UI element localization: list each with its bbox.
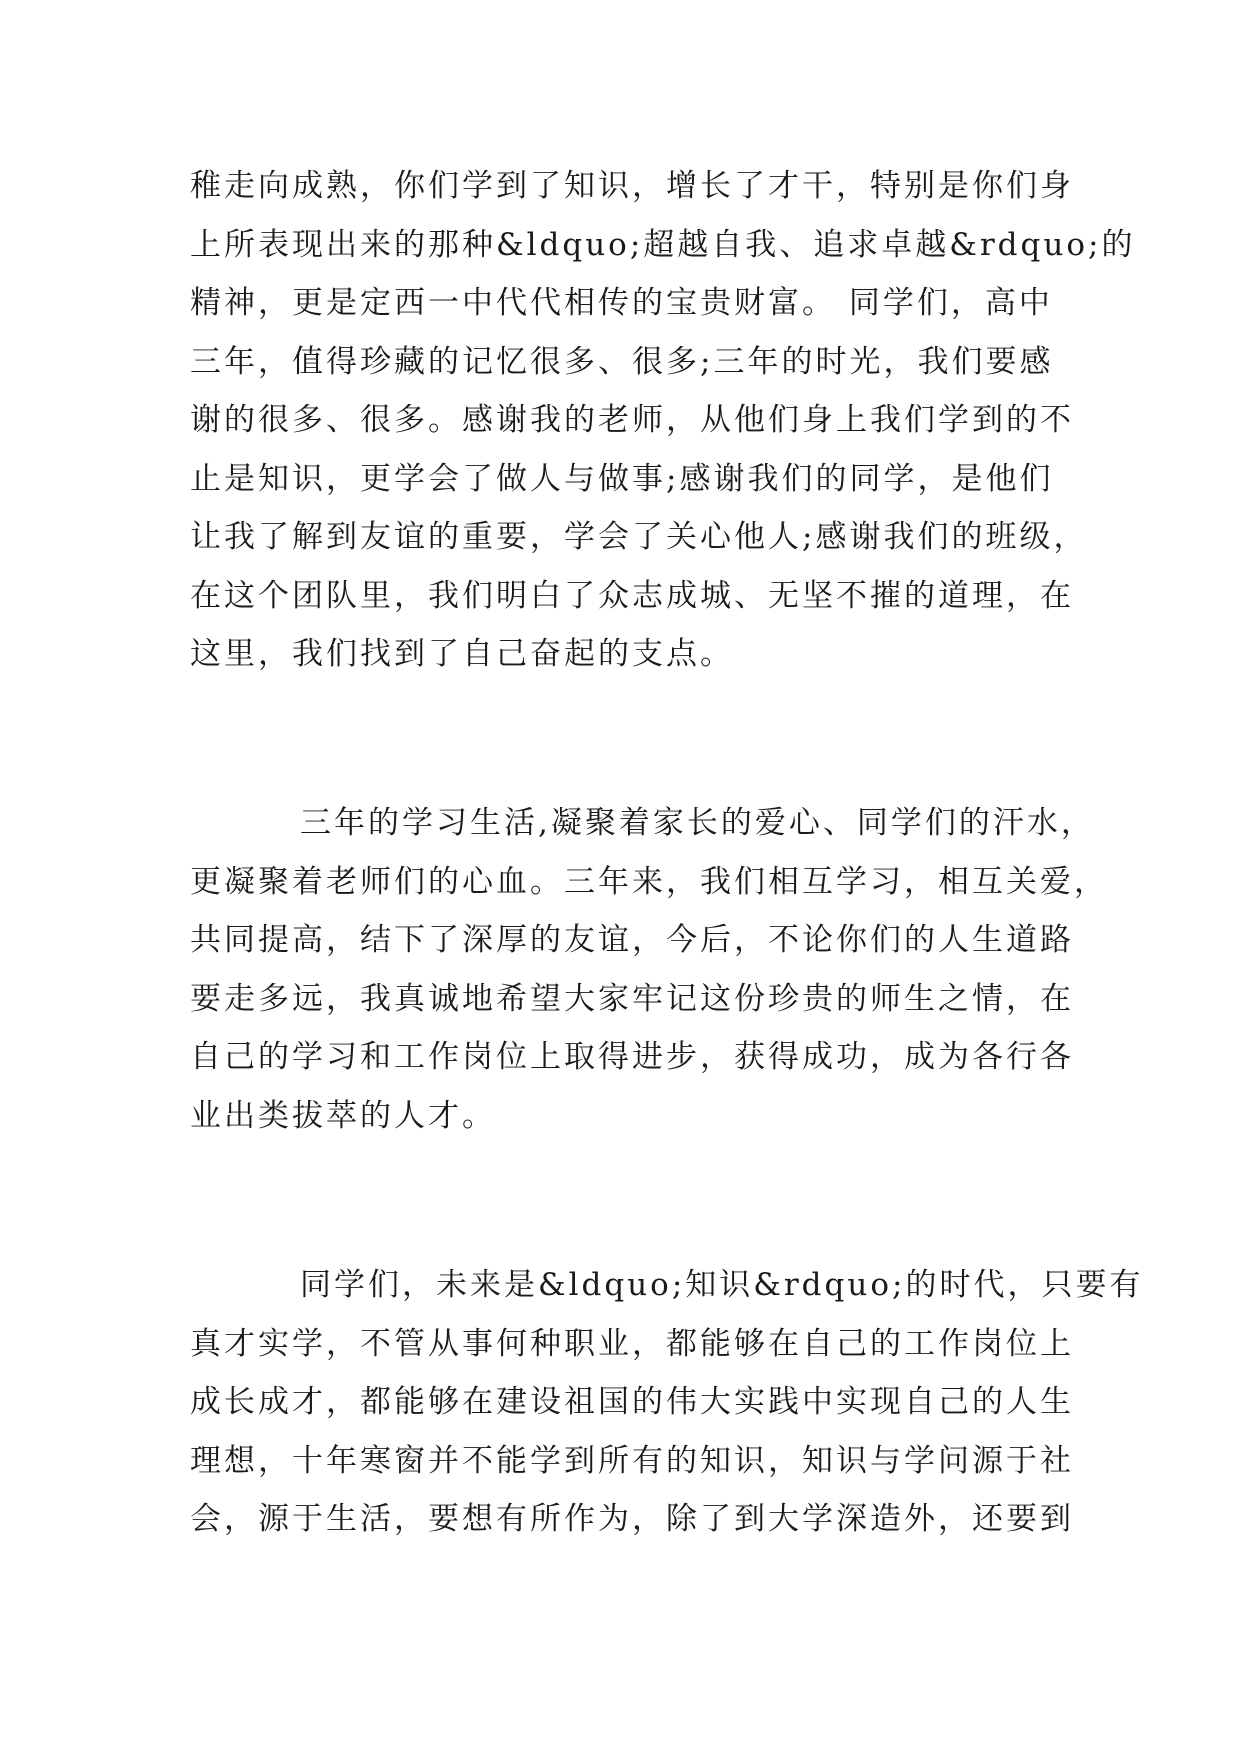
paragraph-line: 精神，更是定西一中代代相传的宝贵财富。 同学们，高中 (190, 285, 1053, 321)
paragraph-line: 让我了解到友谊的重要，学会了关心他人;感谢我们的班级， (190, 519, 1088, 555)
paragraph-line: 三年的学习生活,凝聚着家长的爱心、同学们的汗水， (300, 805, 1095, 841)
paragraph-line: 谢的很多、很多。感谢我的老师，从他们身上我们学到的不 (190, 402, 1074, 438)
paragraph-2 (190, 794, 1108, 1145)
paragraph-line: 成长成才，都能够在建设祖国的伟大实践中实现自己的人生 (190, 1384, 1074, 1420)
paragraph-line: 在这个团队里，我们明白了众志成城、无坚不摧的道理，在 (190, 577, 1074, 614)
paragraph-line: 真才实学，不管从事何种职业，都能够在自己的工作岗位上 (190, 1325, 1074, 1362)
paragraph-line: 业出类拔萃的人才。 (190, 1097, 496, 1134)
paragraph-line: 会，源于生活，要想有所作为，除了到大学深造外，还要到 (190, 1501, 1074, 1537)
paragraph-line: 同学们，未来是&ldquo;知识&rdquo;的时代，只要有 (300, 1267, 1144, 1303)
paragraph-line: 要走多远，我真诚地希望大家牢记这份珍贵的师生之情，在 (190, 980, 1074, 1017)
paragraph-line: 理想，十年寒窗并不能学到所有的知识，知识与学问源于社 (190, 1442, 1074, 1479)
paragraph-line: 止是知识，更学会了做人与做事;感谢我们的同学，是他们 (190, 460, 1054, 497)
paragraph-line: 共同提高，结下了深厚的友谊，今后，不论你们的人生道路 (190, 922, 1074, 958)
paragraph-line: 自己的学习和工作岗位上取得进步，获得成功，成为各行各 (190, 1039, 1074, 1075)
paragraph-1 (190, 157, 1136, 684)
paragraph-line: 更凝聚着老师们的心血。三年来，我们相互学习，相互关爱， (190, 863, 1108, 900)
paragraph-3 (190, 1256, 1144, 1549)
paragraph-line: 上所表现出来的那种&ldquo;超越自我、追求卓越&rdquo;的 (190, 226, 1136, 263)
paragraph-line: 这里，我们找到了自己奋起的支点。 (190, 636, 734, 672)
paragraph-line: 三年，值得珍藏的记忆很多、很多;三年的时光，我们要感 (190, 343, 1054, 380)
paragraph-line: 稚走向成熟，你们学到了知识，增长了才干，特别是你们身 (190, 168, 1074, 204)
